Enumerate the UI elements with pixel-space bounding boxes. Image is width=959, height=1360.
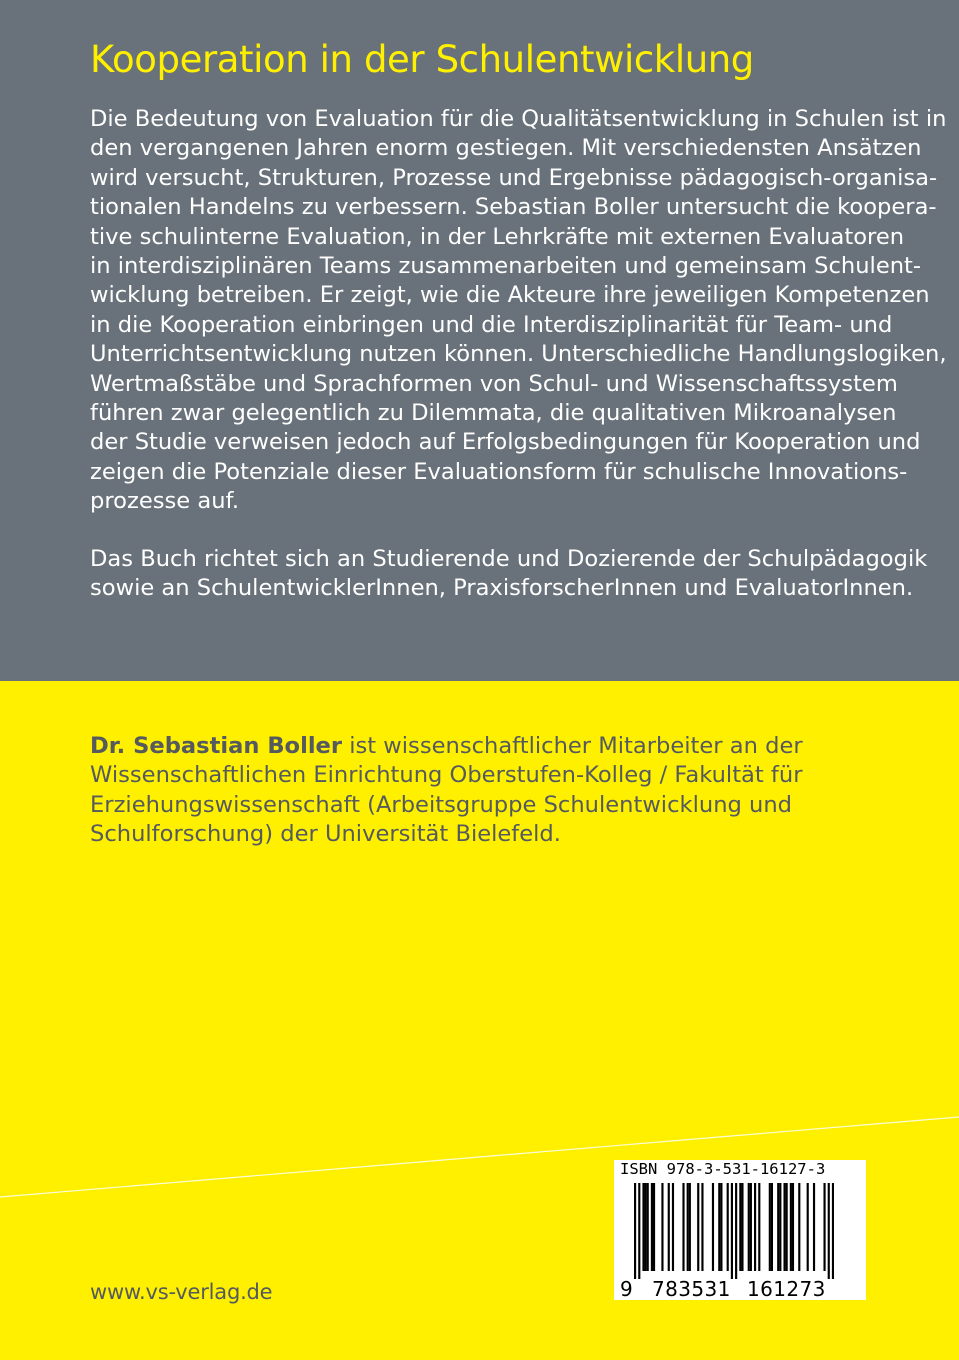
barcode-bar	[718, 1183, 720, 1271]
barcode-bar	[638, 1183, 640, 1279]
barcode-bar	[661, 1183, 663, 1271]
author-bio-line: Erziehungswissenschaft (Arbeitsgruppe Schulentwicklung und	[90, 791, 793, 818]
barcode-bar	[769, 1183, 771, 1271]
barcode-bar	[647, 1183, 649, 1271]
book-title: Kooperation in der Schulentwicklung	[90, 38, 754, 81]
blurb-line: tionalen Handelns zu verbessern. Sebastian Boller untersucht die koopera-	[90, 194, 937, 221]
author-bio-first-rest: ist wissenschaftlicher Mitarbeiter an der	[342, 733, 803, 759]
author-name: Dr. Sebastian Boller	[90, 733, 343, 759]
barcode-bar	[771, 1183, 773, 1271]
barcode-bar	[689, 1183, 691, 1271]
barcode-bar	[687, 1183, 689, 1271]
author-bio-line: Schulforschung) der Universität Bielefeld.	[90, 821, 561, 848]
author-bio-line	[90, 732, 880, 761]
barcode-bar	[701, 1183, 703, 1271]
barcode-bar	[735, 1183, 737, 1279]
barcode-bar	[792, 1183, 794, 1271]
isbn-label: ISBN 978-3-531-16127-3	[620, 1160, 826, 1178]
blurb-line: tive schulinterne Evaluation, in der Lehrkräfte mit externen Evaluatoren	[90, 223, 905, 250]
barcode-bar	[779, 1183, 781, 1271]
barcode-bar	[748, 1183, 750, 1271]
blurb-line: wird versucht, Strukturen, Prozesse und Ergebnisse pädagogisch-organisa-	[90, 164, 938, 191]
barcode-bar	[777, 1183, 779, 1271]
author-bio-line: Wissenschaftlichen Einrichtung Oberstufen-Kolleg / Fakultät für	[90, 762, 803, 789]
barcode-bar	[668, 1183, 670, 1271]
barcode-bar	[807, 1183, 809, 1271]
barcode-bar	[813, 1183, 815, 1271]
blurb-line: Wertmaßstäbe und Sprachformen von Schul- und Wissenschaftssystem	[90, 370, 898, 397]
barcode-bar	[697, 1183, 699, 1271]
blurb-line: Unterrichtsentwicklung nutzen können. Unterschiedliche Handlungslogiken,	[90, 341, 947, 368]
barcode-bar	[832, 1183, 834, 1279]
barcode-bar	[653, 1183, 655, 1271]
barcode-bar	[720, 1183, 722, 1271]
blurb-line: wicklung betreiben. Er zeigt, wie die Akteure ihre jeweiligen Kompetenzen	[90, 282, 930, 309]
blurb-paragraph	[90, 105, 947, 517]
barcode-bar	[798, 1183, 800, 1271]
barcode-bar	[790, 1183, 792, 1271]
blurb-line: zeigen die Potenziale dieser Evaluationsform für schulische Innovations-	[90, 458, 908, 485]
barcode-bar	[712, 1183, 714, 1271]
barcode-bar	[634, 1183, 636, 1279]
barcode-bar	[651, 1183, 653, 1271]
ean-right-group: 161273	[747, 1277, 826, 1301]
barcode-bar	[750, 1183, 752, 1271]
barcode-bar	[727, 1183, 729, 1271]
barcode-bar	[642, 1183, 644, 1271]
barcode-bar	[672, 1183, 674, 1271]
barcode-bar	[783, 1183, 785, 1271]
publisher-website: www.vs-verlag.de	[90, 1280, 273, 1304]
audience-line: Das Buch richtet sich an Studierende und Dozierende der Schulpädagogik	[90, 546, 928, 572]
ean-first-digit: 9	[620, 1277, 633, 1301]
barcode-icon	[634, 1183, 834, 1279]
blurb-line: in interdisziplinären Teams zusammenarbeiten und gemeinsam Schulent-	[90, 253, 922, 280]
author-bio	[90, 732, 880, 850]
audience-paragraph	[90, 545, 928, 604]
barcode-bar	[739, 1183, 741, 1271]
barcode-bar	[741, 1183, 743, 1271]
blurb-line: führen zwar gelegentlich zu Dilemmata, die qualitativen Mikroanalysen	[90, 400, 897, 427]
audience-line: sowie an SchulentwicklerInnen, PraxisforscherInnen und EvaluatorInnen.	[90, 575, 914, 602]
blurb-line: Die Bedeutung von Evaluation für die Qualitätsentwicklung in Schulen ist in	[90, 106, 947, 132]
blurb-line: den vergangenen Jahren enorm gestiegen. Mit verschiedensten Ansätzen	[90, 135, 922, 162]
barcode-bar	[828, 1183, 830, 1279]
barcode-bar	[786, 1183, 788, 1271]
blurb-line: der Studie verweisen jedoch auf Erfolgsbedingungen für Kooperation und	[90, 429, 921, 456]
blurb-line: prozesse auf.	[90, 488, 239, 515]
barcode-bar	[682, 1183, 684, 1271]
barcode-bar	[645, 1183, 647, 1271]
ean-left-group: 783531	[652, 1277, 731, 1301]
barcode-bar	[754, 1183, 756, 1271]
blurb-line: in die Kooperation einbringen und die Interdisziplinarität für Team- und	[90, 311, 893, 338]
barcode-bar	[731, 1183, 733, 1279]
barcode-bar	[758, 1183, 760, 1271]
barcode-bar	[823, 1183, 825, 1271]
